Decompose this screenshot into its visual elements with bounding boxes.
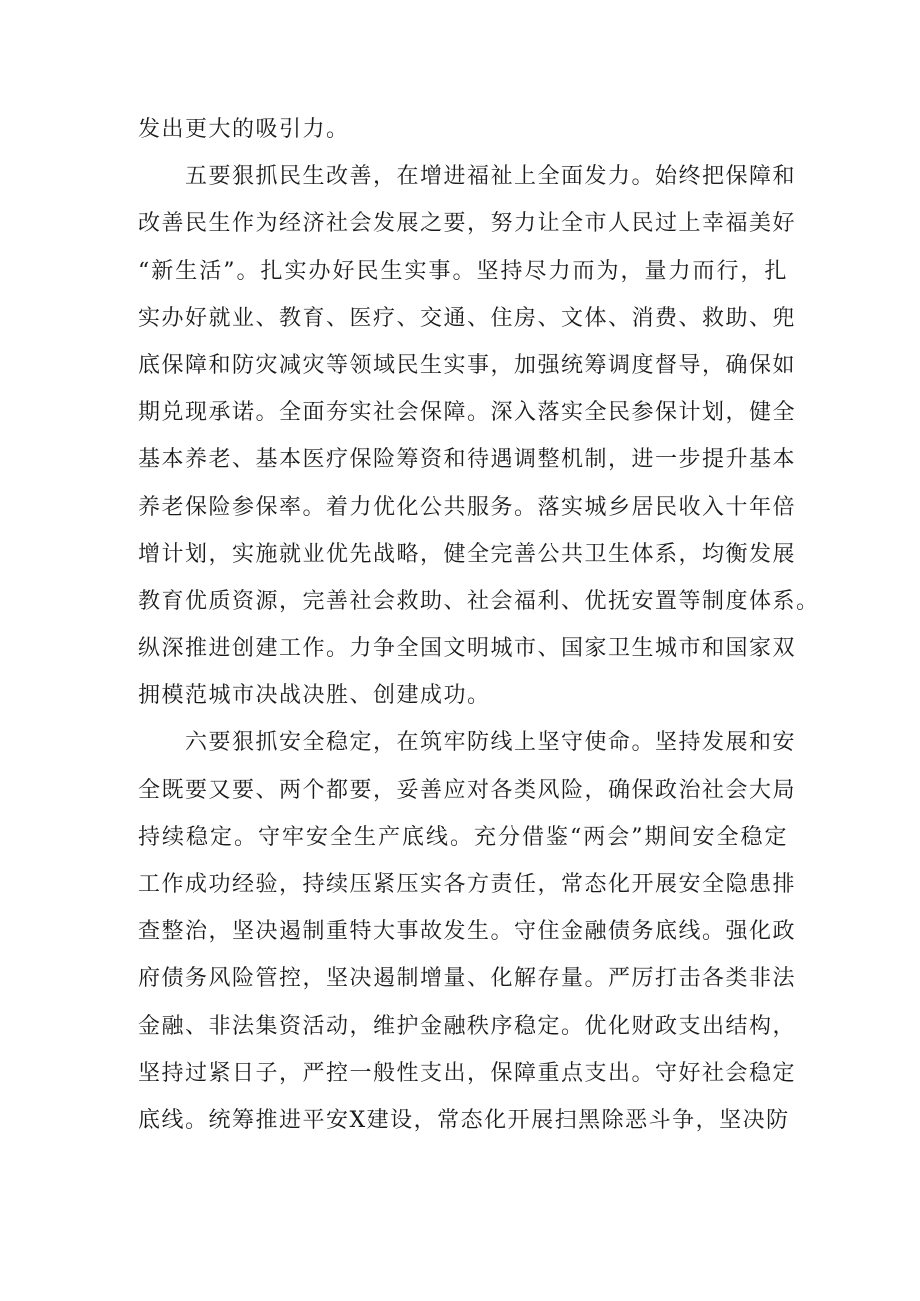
text-line: 拥模范城市决战决胜、创建成功。	[138, 683, 491, 709]
text-line: 发出更大的吸引力。	[138, 117, 350, 142]
paragraph-6-first-line: 六要狠抓安全稳定，在筑牢防线上坚守使命。坚持发展和安	[185, 730, 797, 756]
text-line: 改善民生作为经济社会发展之要，努力让全市人民过上幸福美好	[138, 211, 797, 237]
text-line: 教育优质资源，完善社会救助、社会福利、优抚安置等制度体系。	[138, 588, 820, 614]
text-line: 期兑现承诺。全面夯实社会保障。深入落实全民参保计划，健全	[138, 400, 797, 426]
text-line: 底线。统筹推进平安X建设，常态化开展扫黑除恶斗争，坚决防	[138, 1107, 790, 1133]
paragraph-5-first-line: 五要狠抓民生改善，在增进福祉上全面发力。始终把保障和	[185, 164, 797, 190]
text-line: 基本养老、基本医疗保险筹资和待遇调整机制，进一步提升基本	[138, 447, 797, 473]
text-line: “新生活”。扎实办好民生实事。坚持尽力而为，量力而行，扎	[138, 258, 788, 284]
text-line: 实办好就业、教育、医疗、交通、住房、文体、消费、救助、兜	[138, 305, 797, 331]
text-line: 底保障和防灾减灾等领域民生实事，加强统筹调度督导，确保如	[138, 352, 797, 378]
text-line: 养老保险参保率。着力优化公共服务。落实城乡居民收入十年倍	[138, 494, 797, 520]
text-line: 府债务风险管控，坚决遏制增量、化解存量。严厉打击各类非法	[138, 966, 797, 992]
text-line: 查整治，坚决遏制重特大事故发生。守住金融债务底线。强化政	[138, 919, 797, 945]
text-line: 纵深推进创建工作。力争全国文明城市、国家卫生城市和国家双	[138, 636, 797, 662]
document-body	[138, 106, 820, 1144]
text-line: 坚持过紧日子，严控一般性支出，保障重点支出。守好社会稳定	[138, 1060, 797, 1086]
text-line: 全既要又要、两个都要，妥善应对各类风险，确保政治社会大局	[138, 777, 797, 803]
text-line: 持续稳定。守牢安全生产底线。充分借鉴“两会”期间安全稳定	[138, 824, 788, 850]
text-line: 增计划，实施就业优先战略，健全完善公共卫生体系，均衡发展	[138, 541, 797, 567]
text-line: 金融、非法集资活动，维护金融秩序稳定。优化财政支出结构，	[138, 1013, 797, 1039]
text-line: 工作成功经验，持续压紧压实各方责任，常态化开展安全隐患排	[138, 872, 797, 897]
